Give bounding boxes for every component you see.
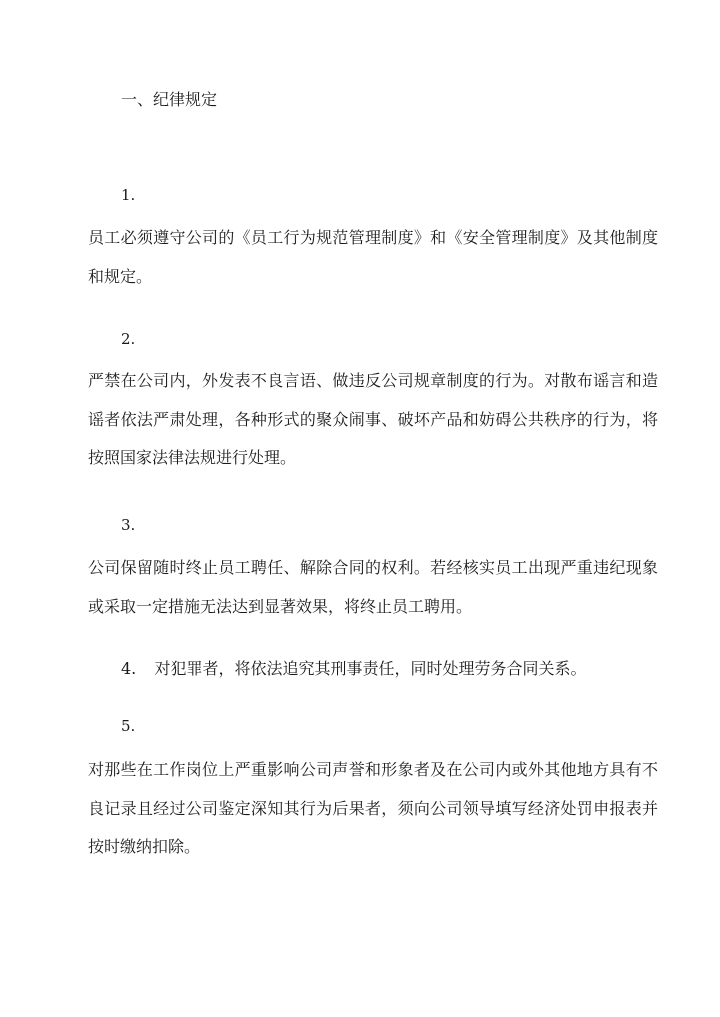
item-text: 公司保留随时终止员工聘任、解除合同的权利。若经核实员工出现严重违纪现象或采取一定措施无法达到显著效果，将终止员工聘用。 bbox=[88, 558, 658, 616]
item-number: 1. bbox=[121, 186, 136, 204]
item-number: 5. bbox=[121, 717, 136, 735]
item-text: 员工必须遵守公司的《员工行为规范管理制度》和《安全管理制度》及其他制度和规定。 bbox=[88, 228, 658, 286]
item-text: 对犯罪者，将依法追究其刑事责任，同时处理劳务合同关系。 bbox=[154, 659, 587, 678]
item-number: 4. bbox=[121, 659, 137, 678]
item-text: 对那些在工作岗位上严重影响公司声誉和形象者及在公司内或外其他地方具有不良记录且经过公司鉴定深知其行为后果者，须向公司领导填写经济处罚申报表并按时缴纳扣除。 bbox=[88, 760, 658, 857]
section-heading: 一、纪律规定 bbox=[121, 90, 218, 109]
item-number: 2. bbox=[121, 330, 136, 348]
list-item bbox=[121, 655, 586, 683]
item-text: 严禁在公司内，外发表不良言语、做违反公司规章制度的行为。对散布谣言和造谣者依法严肃处理，各种形式的聚众闹事、破坏产品和妨碍公共秩序的行为，将按照国家法律法规进行处理。 bbox=[88, 371, 658, 468]
item-number: 3. bbox=[121, 516, 136, 534]
